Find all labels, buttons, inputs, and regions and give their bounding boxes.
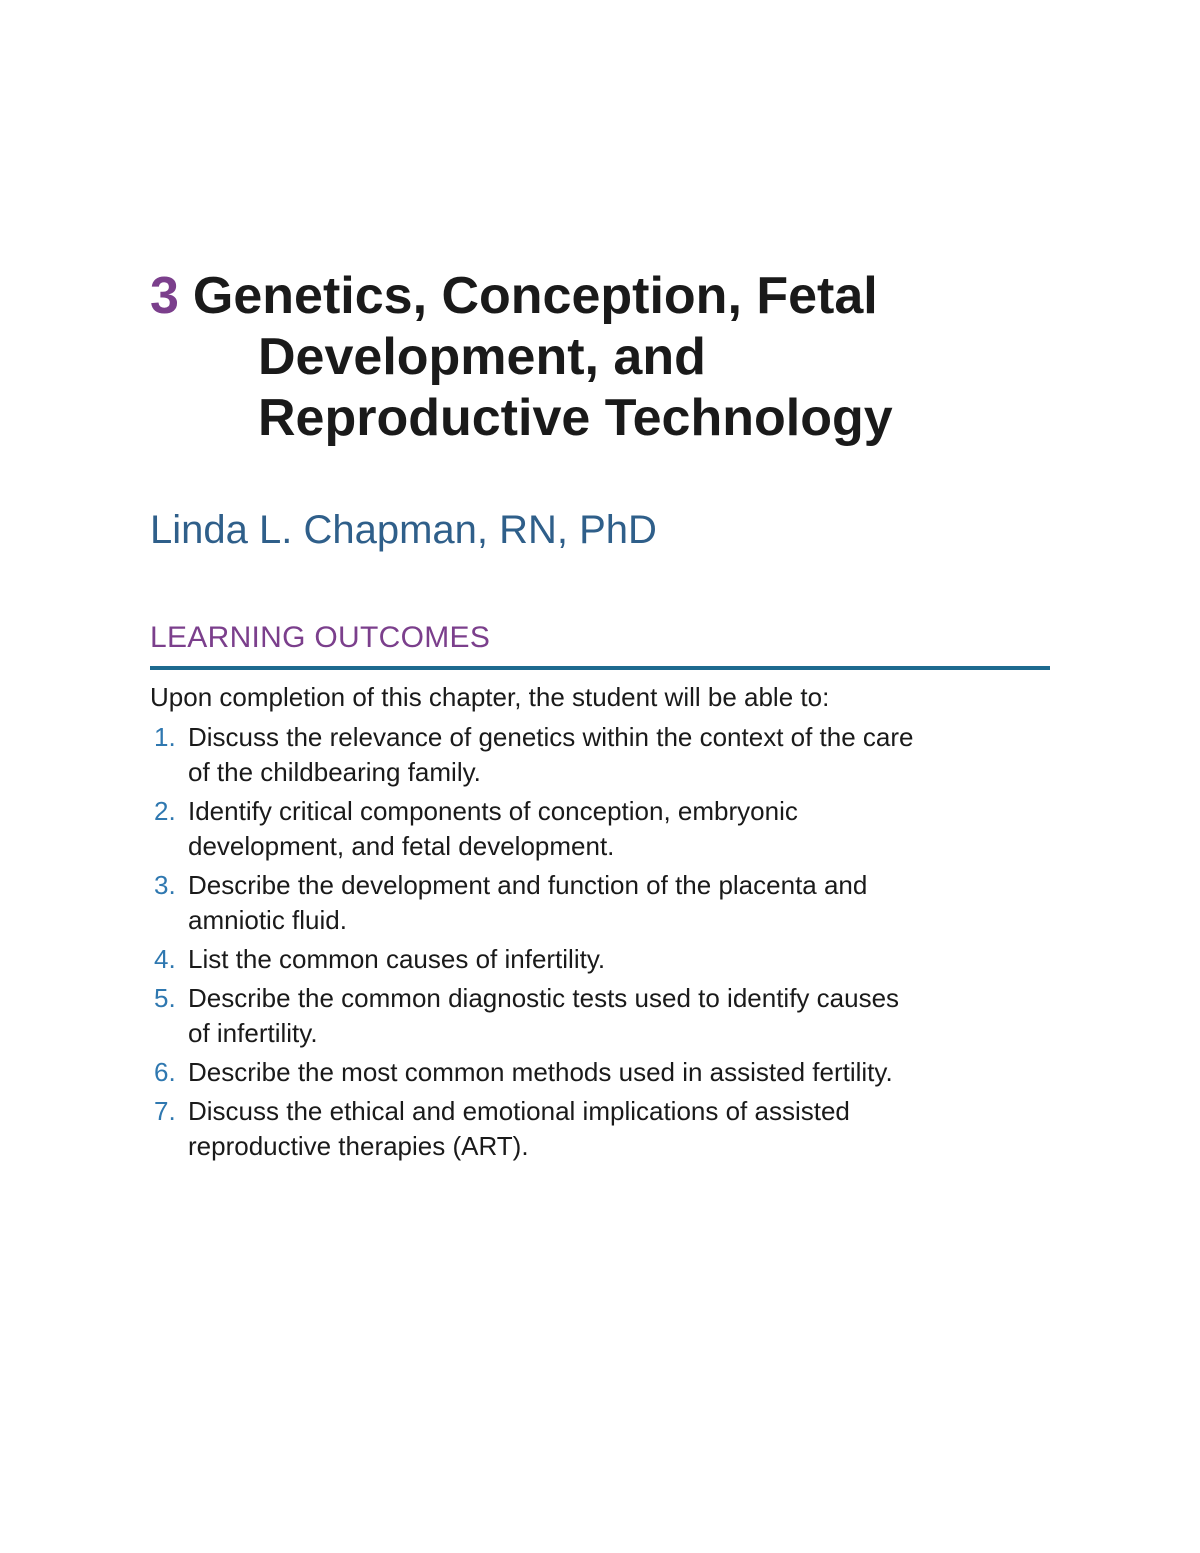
learning-outcome-text-line: amniotic fluid.: [188, 905, 347, 935]
learning-outcome-text-line: of infertility.: [188, 1018, 318, 1048]
learning-outcomes-heading: LEARNING OUTCOMES: [150, 620, 1050, 670]
chapter-title-line-2: Development, and: [258, 328, 706, 386]
learning-outcome-number: 6.: [154, 1057, 176, 1087]
learning-outcome-item: [150, 981, 1050, 1051]
learning-outcome-item: [150, 720, 1050, 790]
learning-outcome-text-line: Identify critical components of conception, embryonic: [188, 796, 798, 826]
learning-outcomes-list: [150, 720, 1050, 1164]
chapter-title-line-1: [150, 266, 1050, 327]
learning-outcome-item: [150, 1055, 1050, 1090]
learning-outcome-text-line: of the childbearing family.: [188, 757, 481, 787]
learning-outcome-number: 4.: [154, 944, 176, 974]
learning-outcome-text-line: Describe the development and function of the placenta and: [188, 870, 868, 900]
learning-outcome-number: 1.: [154, 722, 176, 752]
learning-outcome-number: 3.: [154, 870, 176, 900]
chapter-number: 3: [150, 267, 179, 325]
learning-outcomes-section: [150, 620, 1050, 1168]
learning-outcome-text-line: Discuss the relevance of genetics within the context of the care: [188, 722, 914, 752]
learning-outcomes-intro: Upon completion of this chapter, the student will be able to:: [150, 682, 830, 712]
author-name: Linda L. Chapman, RN, PhD: [150, 508, 657, 552]
chapter-title: [150, 266, 1050, 449]
learning-outcome-text-line: Describe the most common methods used in assisted fertility.: [188, 1057, 893, 1087]
learning-outcome-text-line: reproductive therapies (ART).: [188, 1131, 529, 1161]
learning-outcome-number: 5.: [154, 983, 176, 1013]
learning-outcome-item: [150, 868, 1050, 938]
learning-outcome-text-line: Describe the common diagnostic tests used to identify causes: [188, 983, 900, 1013]
learning-outcome-text-line: List the common causes of infertility.: [188, 944, 606, 974]
learning-outcome-text-line: Discuss the ethical and emotional implications of assisted: [188, 1096, 850, 1126]
learning-outcome-text-line: development, and fetal development.: [188, 831, 615, 861]
learning-outcome-number: 7.: [154, 1096, 176, 1126]
learning-outcome-number: 2.: [154, 796, 176, 826]
learning-outcome-item: [150, 794, 1050, 864]
learning-outcome-item: [150, 1094, 1050, 1164]
chapter-title-text-1: Genetics, Conception, Fetal: [192, 267, 878, 325]
learning-outcome-item: [150, 942, 1050, 977]
chapter-title-line-3: Reproductive Technology: [258, 389, 893, 447]
